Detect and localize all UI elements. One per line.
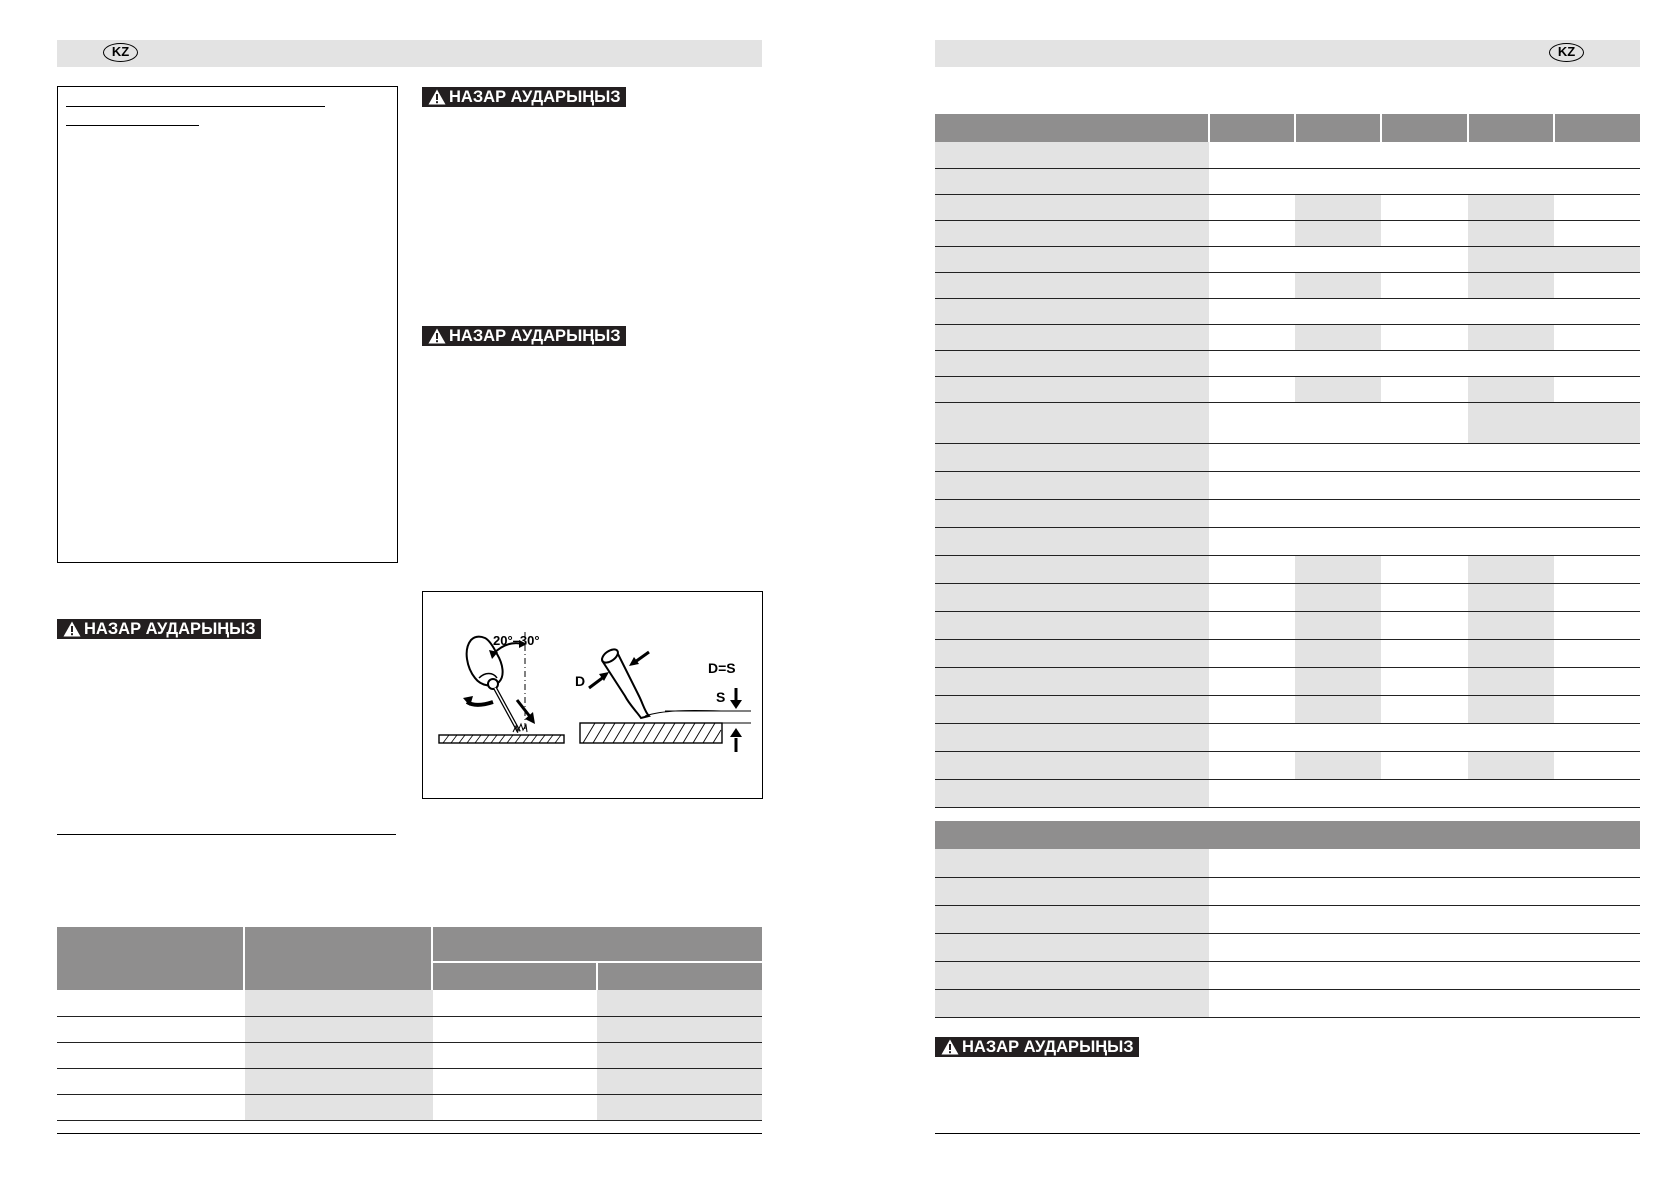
table-row — [935, 555, 1640, 583]
left-page-header — [57, 40, 762, 67]
table-row — [935, 639, 1640, 667]
electrode-table-subheader-2 — [598, 963, 762, 990]
electrode-table-subheader-1 — [433, 963, 596, 990]
diameter-label: D — [575, 673, 586, 689]
table-row — [935, 667, 1640, 695]
warning-triangle-icon — [63, 621, 81, 637]
warning-label-2-text: НАЗАР АУДАРЫҢЫЗ — [449, 327, 621, 345]
electrode-table-header-col2 — [245, 927, 431, 990]
table-row — [935, 350, 1640, 376]
table-row — [935, 194, 1640, 220]
warning-triangle-icon — [941, 1039, 959, 1055]
left-language-badge: KZ — [103, 43, 138, 62]
right-language-badge: KZ — [1549, 43, 1584, 62]
table-row — [935, 220, 1640, 246]
table-row — [935, 272, 1640, 298]
specifications-table-header — [935, 114, 1640, 143]
instruction-box-title-line-2 — [66, 125, 199, 126]
table-row — [935, 877, 1640, 905]
right-page-footer-rule — [935, 1133, 1640, 1134]
warning-label-4 — [935, 1037, 1139, 1057]
warning-label-2 — [422, 326, 626, 346]
table-row — [935, 611, 1640, 639]
warning-triangle-icon — [428, 89, 446, 105]
warning-label-4-text: НАЗАР АУДАРЫҢЫЗ — [962, 1038, 1134, 1056]
warning-label-3 — [57, 619, 261, 639]
electrode-angle-label: 20°–30° — [493, 633, 540, 648]
electrode-table — [57, 990, 762, 1121]
table-row — [935, 471, 1640, 499]
warning-label-3-text: НАЗАР АУДАРЫҢЫЗ — [84, 620, 256, 638]
warning-label-1-text: НАЗАР АУДАРЫҢЫЗ — [449, 88, 621, 106]
table-row — [57, 1068, 762, 1094]
table-row — [57, 1094, 762, 1120]
table-row — [935, 324, 1640, 350]
table-row — [935, 933, 1640, 961]
diameter-equals-thickness-label: D=S — [708, 660, 736, 676]
table-row — [935, 298, 1640, 324]
table-row — [935, 142, 1640, 168]
table-row — [57, 1016, 762, 1042]
instruction-box-title-line — [66, 106, 325, 107]
table-row — [935, 723, 1640, 751]
table-row — [935, 695, 1640, 723]
warning-label-1 — [422, 87, 626, 107]
right-page-header — [935, 40, 1640, 67]
instruction-box — [57, 86, 398, 563]
accessories-table — [935, 849, 1640, 1018]
table-row — [935, 527, 1640, 555]
workpiece-plate-right — [580, 723, 722, 743]
left-page-footer-rule — [57, 1133, 762, 1134]
table-row — [935, 583, 1640, 611]
electrode-table-header-col1 — [57, 927, 243, 990]
table-row — [935, 905, 1640, 933]
table-row — [935, 376, 1640, 402]
accessories-table-header — [935, 821, 1640, 849]
warning-triangle-icon — [428, 328, 446, 344]
thickness-label: S — [716, 689, 726, 705]
table-row — [935, 402, 1640, 443]
table-row — [935, 443, 1640, 471]
table-row — [935, 168, 1640, 194]
table-row — [57, 1042, 762, 1068]
welding-technique-figure — [422, 591, 763, 799]
table-row — [935, 499, 1640, 527]
table-row — [935, 989, 1640, 1017]
table-row — [935, 849, 1640, 877]
table-row — [935, 246, 1640, 272]
table-row — [935, 751, 1640, 779]
electrode-table-header-group — [433, 927, 762, 961]
table-row — [57, 990, 762, 1016]
table-row — [935, 779, 1640, 807]
section-divider — [57, 834, 396, 835]
specifications-table — [935, 142, 1640, 808]
table-row — [935, 961, 1640, 989]
